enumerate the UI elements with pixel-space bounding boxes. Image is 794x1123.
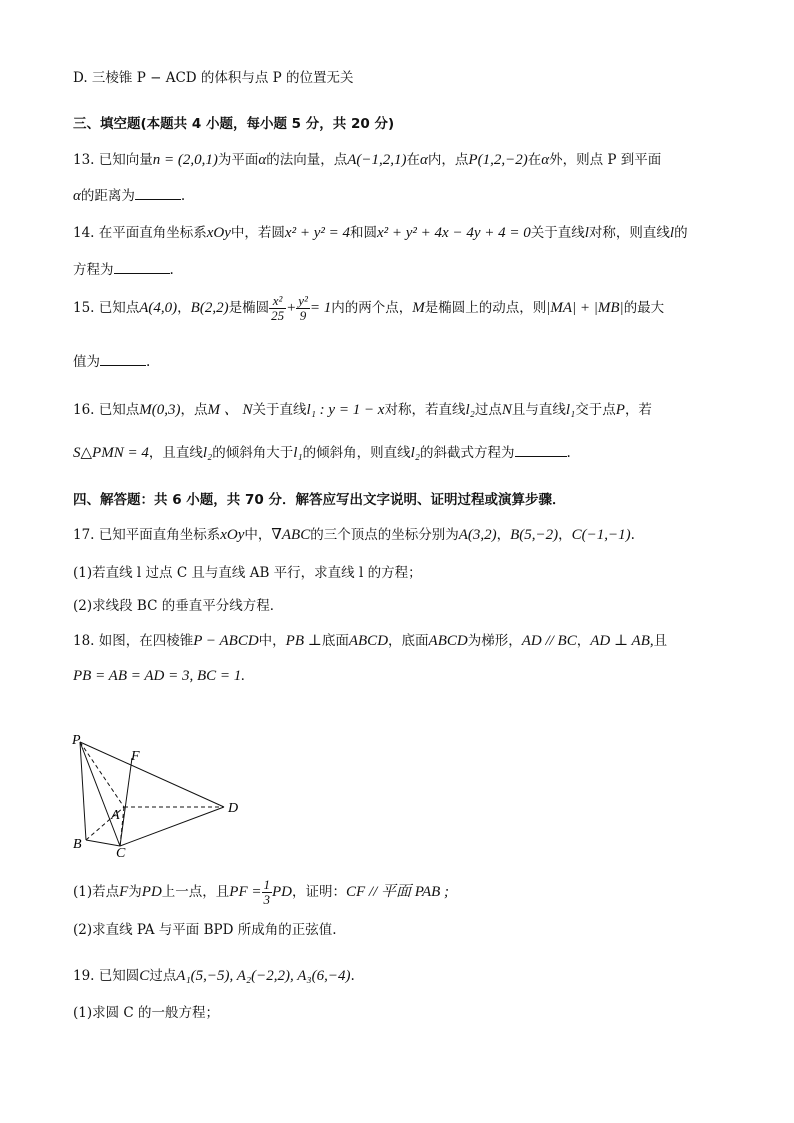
q14-circle1: x² + y² = 4 [284, 225, 350, 241]
q15-text-a: 15. 已知点 [73, 300, 140, 316]
q17-point-c: C(−1,−1) [571, 527, 631, 543]
edge-cf [120, 758, 132, 846]
q14-end: . [169, 262, 174, 278]
q17-sep2: ， [558, 527, 572, 543]
label-c: C [116, 846, 126, 858]
q16-mn: M 、 N [207, 402, 253, 418]
q19-end: . [350, 968, 355, 984]
q18-perp2: AD ⊥ AB, [590, 633, 654, 649]
q19-text-b: 过点 [149, 968, 177, 984]
q16-text-f: 且与直线 [511, 402, 566, 418]
q17-part1: (1)若直线 l 过点 C 且与直线 AB 平行，求直线 l 的方程； [73, 565, 422, 581]
q16-p: P [615, 402, 625, 418]
q16-end: . [566, 445, 571, 461]
section-3-heading: 三、填空题(本题共 4 小题，每小题 5 分，共 20 分) [73, 116, 395, 132]
q17-sep1: ， [496, 527, 511, 543]
q16-text-a: 16. 已知点 [73, 402, 140, 418]
q13-text-g: 外，则点 P 到平面 [549, 152, 662, 168]
q13-text-e: 内，点 [427, 152, 469, 168]
q14-text-line2: 方程为 [73, 262, 114, 278]
q13-alpha-1: α [258, 152, 267, 168]
q18-part1-a: (1)若点 [73, 884, 120, 900]
q18-part1-pd2: PD [272, 884, 292, 900]
q16-n: N [501, 402, 512, 418]
q14-line1 [73, 221, 754, 242]
q16-line1 [73, 398, 754, 419]
q17-point-a: A(3,2) [458, 527, 497, 543]
q13-point-a: A(−1,2,1) [347, 152, 407, 168]
q15-point-b: B(2,2) [190, 300, 229, 316]
q16-line2 [73, 441, 754, 462]
q16-text-d: 对称，若直线 [384, 402, 466, 418]
q15-text-line2: 值为 [73, 354, 100, 370]
q13-end: . [180, 188, 186, 204]
q13-text-b: 为平面 [217, 152, 259, 168]
q15-answer-blank[interactable] [100, 353, 146, 366]
q17-text-a: 17. 已知平面直角坐标系 [73, 527, 221, 543]
q14-text-d: 关于直线 [530, 225, 585, 241]
q18-line1 [73, 629, 754, 650]
q18-text-d: ，底面 [388, 633, 429, 649]
q14-answer-blank[interactable] [114, 261, 170, 274]
q18-fraction: $\frac{1}{3}$ [263, 877, 270, 907]
q14-circle2: x² + y² + 4x − 4y + 4 = 0 [376, 225, 531, 241]
q16-l1-eq: l₁ : y = 1 − x [306, 402, 385, 418]
q15-frac-x: $\frac{\text{x²}}{25}$ [271, 293, 285, 323]
q16-text-h: ，若 [624, 402, 652, 418]
q16-text-b: ，点 [180, 402, 208, 418]
q13-alpha-2: α [420, 152, 428, 168]
q18-text-b: 中， [258, 633, 286, 649]
q13-alpha-3: α [541, 152, 550, 168]
q13-line1 [73, 148, 754, 169]
q15-text-e: 的最大 [623, 300, 665, 316]
q13-line2 [73, 184, 754, 205]
q15-line2 [73, 350, 754, 370]
q19-points: A₁(5,−5), A₂(−2,2), A₃(6,−4) [176, 968, 351, 984]
label-p: P [72, 733, 81, 748]
q16-text-2c: 的倾斜角，则直线 [302, 445, 411, 461]
q16-answer-blank[interactable] [515, 444, 567, 457]
q13-text-f: 在 [527, 152, 542, 168]
q18-line2 [73, 668, 754, 685]
q15-plus: + [286, 300, 297, 316]
q17-line1 [73, 523, 754, 544]
q18-part1-c: 上一点，且 [161, 884, 230, 900]
q16-l2-1: l₂ [465, 402, 475, 418]
q18-pyramid: P − ABCD [193, 633, 259, 649]
q12-option-d: D. 三棱锥 P − ACD 的体积与点 P 的位置无关 [73, 70, 354, 86]
label-a: A [111, 808, 120, 823]
q15-point-a: A(4,0) [139, 300, 178, 316]
q18-text-g: 且 [653, 633, 668, 649]
q14-l-2: l [669, 225, 675, 241]
q13-text-line2: 的距离为 [80, 188, 135, 204]
q17-xoy: xOy [220, 527, 245, 543]
q16-l1-c: l₁ [293, 445, 303, 461]
q17-end: . [630, 527, 635, 543]
q16-area: S△PMN = 4 [73, 445, 149, 461]
q18-part1-f: F [119, 884, 129, 900]
q14-text-e: 对称，则直线 [588, 225, 670, 241]
q14-xoy: xOy [206, 225, 231, 241]
q14-line2 [73, 258, 754, 278]
q13-alpha-4: α [73, 188, 81, 204]
q16-text-c: 关于直线 [252, 402, 307, 418]
label-b: B [73, 837, 82, 852]
q16-point-m: M(0,3) [139, 402, 181, 418]
q18-base-1: ABCD [348, 633, 389, 649]
q19-text-a: 19. 已知圆 [73, 968, 140, 984]
q16-l1-b: l₁ [565, 402, 576, 418]
q18-lengths: PB = AB = AD = 3, BC = 1. [73, 668, 246, 684]
q15-end: . [146, 354, 151, 370]
q18-text-c: 底面 [321, 633, 349, 649]
q14-l-1: l [584, 225, 589, 241]
label-d: D [228, 801, 239, 816]
q15-text-c: 内的两个点， [331, 300, 413, 316]
q15-text-b: 是椭圆 [228, 300, 270, 316]
q17-text-c: 的三个顶点的坐标分别为 [310, 527, 459, 543]
q15-sep: ， [177, 300, 191, 316]
q14-text-c: 和圆 [349, 225, 377, 241]
q19-part1: (1)求圆 C 的一般方程； [73, 1005, 220, 1021]
q18-pyramid-figure [68, 728, 258, 858]
q13-text-c: 的法向量，点 [266, 152, 348, 168]
q15-eq: = 1 [309, 300, 332, 316]
q16-l2-3: l₂ [410, 445, 420, 461]
q18-part1-d: ，证明： [292, 884, 346, 900]
q17-part2: (2)求线段 BC 的垂直平分线方程． [73, 598, 284, 614]
q13-point-p: P(1,2,−2) [468, 152, 528, 168]
q16-text-2a: ，且直线 [148, 445, 203, 461]
q15-text-d: 是椭圆上的动点，则 [424, 300, 547, 316]
q14-text-b: 中，若圆 [230, 225, 285, 241]
q18-text-a: 18. 如图，在四棱锥 [73, 633, 194, 649]
q15-m: M [412, 300, 425, 316]
q13-text-a: 13. 已知向量 [73, 152, 153, 168]
q18-text-f: ， [576, 633, 591, 649]
q19-line1 [73, 964, 754, 985]
edge-bc [86, 840, 120, 846]
q14-text-a: 14. 在平面直角坐标系 [73, 225, 207, 241]
q17-triangle: ∇ABC [271, 527, 311, 543]
q18-parallel: AD // BC [521, 633, 577, 649]
q16-text-g: 交于点 [575, 402, 616, 418]
label-f: F [131, 749, 140, 764]
q17-text-b: 中， [244, 527, 272, 543]
q18-text-e: 为梯形， [467, 633, 522, 649]
q18-part1 [73, 878, 754, 907]
edge-cd [120, 807, 224, 846]
q16-text-2b: 的倾斜角大于 [212, 445, 294, 461]
q18-part1-cf: CF // 平面 PAB ; [346, 884, 450, 900]
q15-expr: |MA| + |MB| [546, 300, 624, 316]
q13-answer-blank[interactable] [135, 187, 181, 200]
q18-part2: (2)求直线 PA 与平面 BPD 所成角的正弦值. [73, 922, 337, 938]
q16-text-2d: 的斜截式方程为 [420, 445, 515, 461]
q18-perp1: PB ⊥ [285, 633, 322, 649]
q13-text-d: 在 [406, 152, 421, 168]
q14-text-f: 的 [674, 225, 688, 241]
q19-c: C [139, 968, 150, 984]
q18-part1-pd: PD [141, 884, 162, 900]
q15-frac-y: $\frac{\text{y²}}{9}$ [298, 293, 308, 323]
q15-line1 [73, 294, 754, 323]
q16-l2-2: l₂ [202, 445, 213, 461]
q18-part1-b: 为 [128, 884, 142, 900]
q18-part1-pf: PF = [229, 884, 262, 900]
q17-point-b: B(5,−2) [510, 527, 559, 543]
q13-vector: n = (2,0,1) [152, 152, 218, 168]
q18-base-2: ABCD [428, 633, 468, 649]
q16-text-e: 过点 [474, 402, 502, 418]
section-4-heading: 四、解答题：共 6 小题，共 70 分．解答应写出文字说明、证明过程或演算步骤． [73, 492, 566, 508]
edge-pb [80, 742, 86, 840]
